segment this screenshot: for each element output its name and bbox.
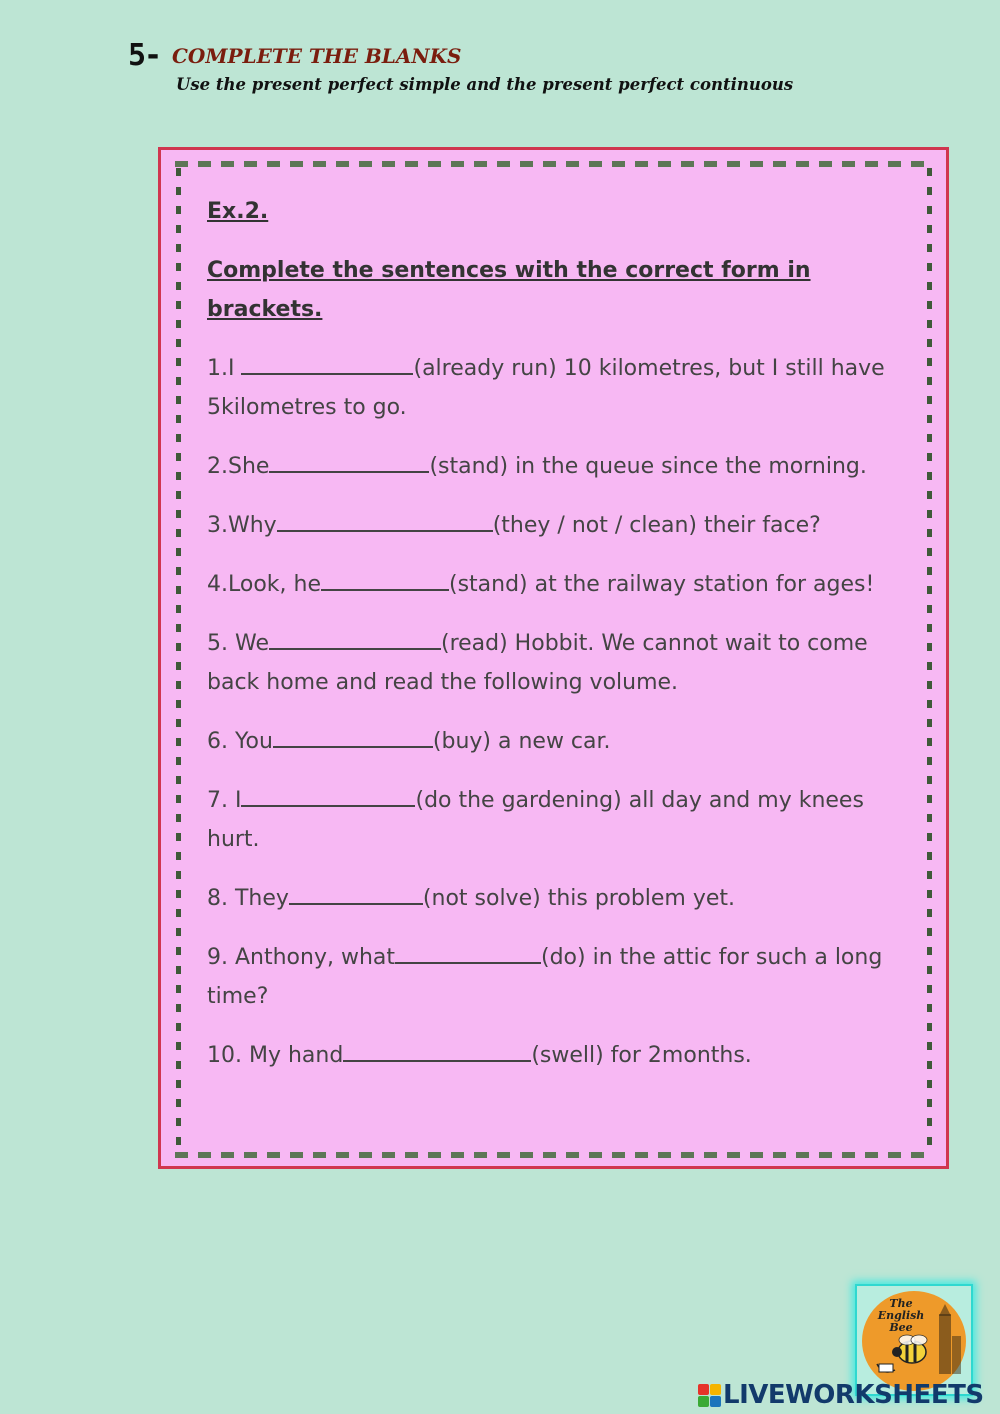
task-number: 5- [128,38,161,73]
answer-blank-3[interactable] [277,508,493,532]
sentence-text-after: (do the gardening) all day and my knees hurt. [207,788,864,852]
sentence-text-before: 5. We [207,631,269,656]
sentence-text-after: (do) in the attic for such a long time? [207,945,883,1009]
sentence-text-before: 10. My hand [207,1043,344,1068]
logo-text: The English Bee [877,1297,925,1334]
answer-blank-9[interactable] [395,940,541,964]
sentence-text-before: 1.I [207,356,242,381]
sentence-text-after: (read) Hobbit. We cannot wait to come back home and read the following volume. [207,631,868,695]
sentence-text-before: 8. They [207,886,289,911]
answer-blank-10[interactable] [343,1038,531,1062]
sentence-text-before: 9. Anthony, what [207,945,395,970]
sentence-text-before: 3.Why [207,513,277,538]
exercise-card [158,147,949,1169]
sentence-text-after: (they / not / clean) their face? [492,513,821,538]
sentence-9 [207,938,912,1016]
sentence-3 [207,506,912,545]
answer-blank-8[interactable] [289,881,423,905]
answer-blank-2[interactable] [269,449,429,473]
answer-blank-1[interactable] [241,351,413,375]
bee-icon [857,1286,971,1394]
dashed-border-bottom [175,1149,932,1161]
task-instruction: Use the present perfect simple and the present perfect continuous [176,75,794,94]
sentence-text-after: (already run) 10 kilometres, but I still have 5kilometres to go. [207,356,885,420]
sentence-10 [207,1036,912,1075]
exercise-label: Ex.2. [207,199,269,224]
sentence-8 [207,879,912,918]
liveworksheets-watermark [698,1380,984,1410]
answer-blank-4[interactable] [321,567,449,591]
sentence-7 [207,781,912,859]
dashed-border-left [173,168,183,1148]
answer-blank-7[interactable] [241,783,415,807]
task-title: COMPLETE THE BLANKS [172,44,462,68]
answer-blank-6[interactable] [273,724,433,748]
sentence-text-after: (not solve) this problem yet. [422,886,736,911]
sentence-text-before: 4.Look, he [207,572,321,597]
sentence-6 [207,722,912,761]
sentence-text-after: (buy) a new car. [432,729,611,754]
sentence-text-before: 7. I [207,788,242,813]
exercise-content [207,192,912,1095]
sentence-text-after: (stand) at the railway station for ages! [449,572,875,597]
dashed-border-right [924,168,934,1148]
exercise-heading: Complete the sentences with the correct form in brackets. [207,258,811,322]
answer-blank-5[interactable] [269,626,441,650]
sentence-text-after: (stand) in the queue since the morning. [429,454,867,479]
sentence-4 [207,565,912,604]
sentence-2 [207,447,912,486]
sentence-text-before: 2.She [207,454,270,479]
sentence-text-before: 6. You [207,729,273,754]
dashed-border-top [175,158,932,170]
sentence-text-after: (swell) for 2months. [531,1043,752,1068]
sentence-5 [207,624,912,702]
liveworksheets-logo-icon [698,1384,721,1407]
sentence-1 [207,349,912,427]
watermark-text: LIVEWORKSHEETS [723,1380,984,1410]
